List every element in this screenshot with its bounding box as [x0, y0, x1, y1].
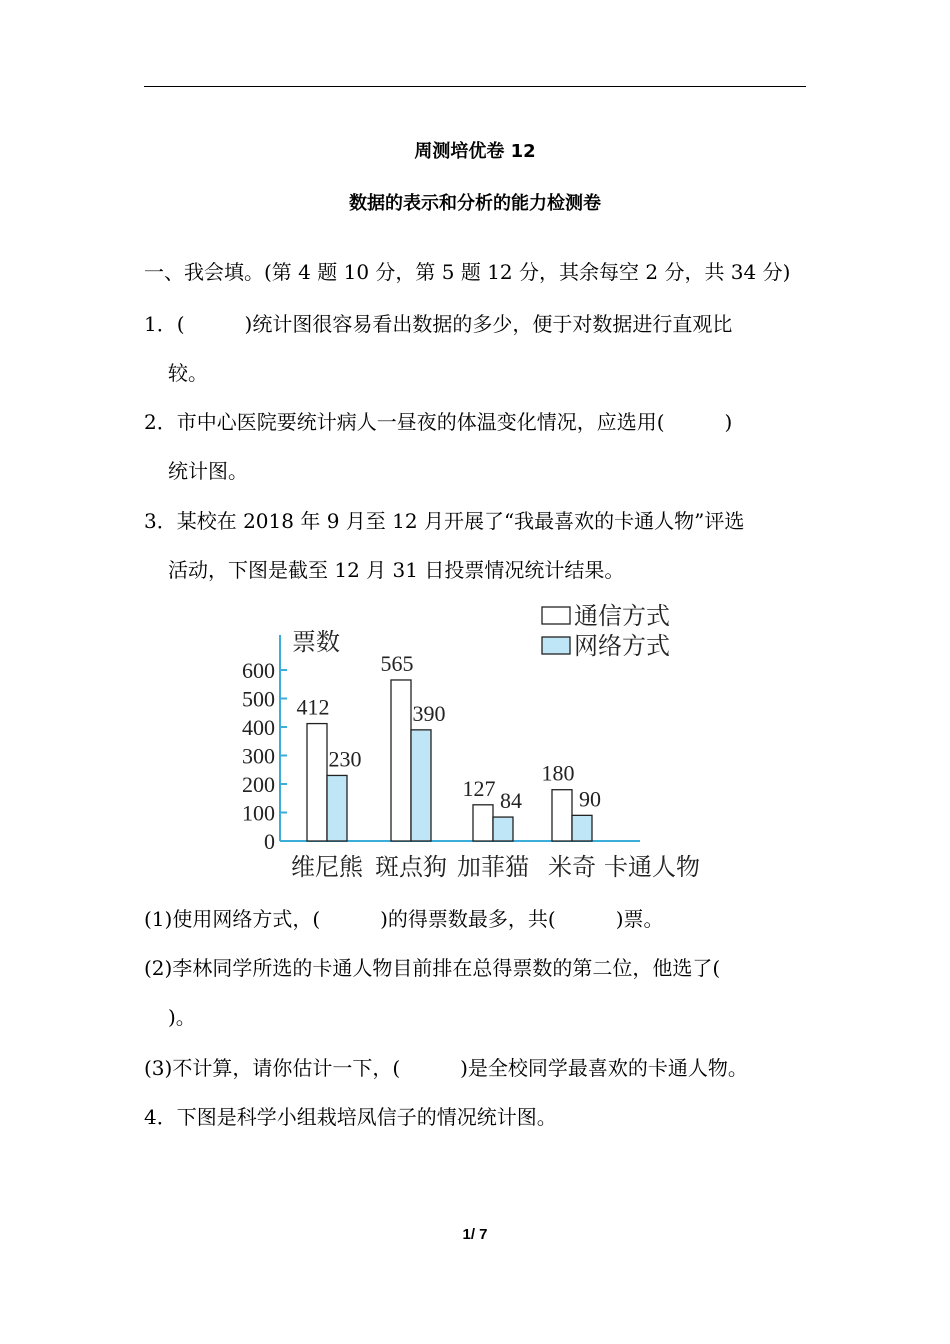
- vote-bar-chart: [222, 600, 722, 890]
- bar-value-label: 230: [328, 746, 362, 772]
- bar: [473, 805, 493, 841]
- q2-line2: 统计图。: [168, 459, 248, 483]
- y-tick-label: 0: [264, 829, 275, 854]
- category-label: 加菲猫: [457, 855, 529, 881]
- legend-label: 网络方式: [574, 634, 670, 660]
- bar-value-label: 127: [462, 775, 496, 801]
- q3-sub2-line1: (2)李林同学所选的卡通人物目前排在总得票数的第二位，他选了(: [144, 956, 721, 980]
- q2-line1: 2．市中心医院要统计病人一昼夜的体温变化情况，应选用( ): [144, 410, 733, 434]
- bar-value-label: 90: [579, 786, 601, 812]
- x-axis-title: 卡通人物: [604, 855, 700, 881]
- legend-swatch: [542, 607, 570, 624]
- category-label: 维尼熊: [291, 855, 363, 881]
- y-tick-label: 200: [242, 772, 275, 797]
- legend-label: 通信方式: [574, 604, 670, 630]
- top-rule: [144, 86, 806, 87]
- section-heading: 一、我会填。(第 4 题 10 分，第 5 题 12 分，其余每空 2 分，共 34 分): [144, 260, 791, 284]
- category-label: 斑点狗: [375, 855, 447, 881]
- bar-value-label: 84: [500, 788, 522, 814]
- bar-value-label: 390: [412, 700, 446, 726]
- q3-sub2-line2: )。: [168, 1005, 196, 1029]
- y-tick-label: 300: [242, 743, 275, 769]
- bar: [391, 680, 411, 841]
- legend-swatch: [542, 637, 570, 654]
- q1-line2: 较。: [168, 361, 208, 385]
- y-tick-label: 500: [242, 686, 275, 712]
- q3-line2: 活动，下图是截至 12 月 31 日投票情况统计结果。: [168, 558, 625, 582]
- y-tick-label: 100: [242, 800, 275, 826]
- bar-value-label: 180: [541, 760, 575, 786]
- bar-value-label: 412: [296, 694, 330, 720]
- bar: [572, 815, 592, 841]
- y-axis-title: 票数: [292, 630, 340, 656]
- page-subtitle: 数据的表示和分析的能力检测卷: [349, 193, 601, 214]
- y-tick-label: 600: [242, 658, 275, 683]
- q1-line1: 1．( )统计图很容易看出数据的多少，便于对数据进行直观比: [144, 312, 733, 336]
- bar: [493, 817, 513, 841]
- bar: [411, 730, 431, 841]
- page-title: 周测培优卷 12: [414, 141, 536, 162]
- q4-line1: 4．下图是科学小组栽培凤信子的情况统计图。: [144, 1105, 557, 1129]
- category-label: 米奇: [548, 855, 596, 881]
- q3-sub3: (3)不计算，请你估计一下，( )是全校同学最喜欢的卡通人物。: [144, 1056, 748, 1080]
- page-number: 1/ 7: [462, 1226, 488, 1243]
- bar-value-label: 565: [380, 650, 414, 676]
- bar: [307, 724, 327, 841]
- q3-line1: 3．某校在 2018 年 9 月至 12 月开展了“我最喜欢的卡通人物”评选: [144, 509, 745, 533]
- bar: [327, 775, 347, 841]
- y-tick-label: 400: [242, 715, 275, 740]
- bar: [552, 790, 572, 841]
- q3-sub1: (1)使用网络方式，( )的得票数最多，共( )票。: [144, 907, 664, 931]
